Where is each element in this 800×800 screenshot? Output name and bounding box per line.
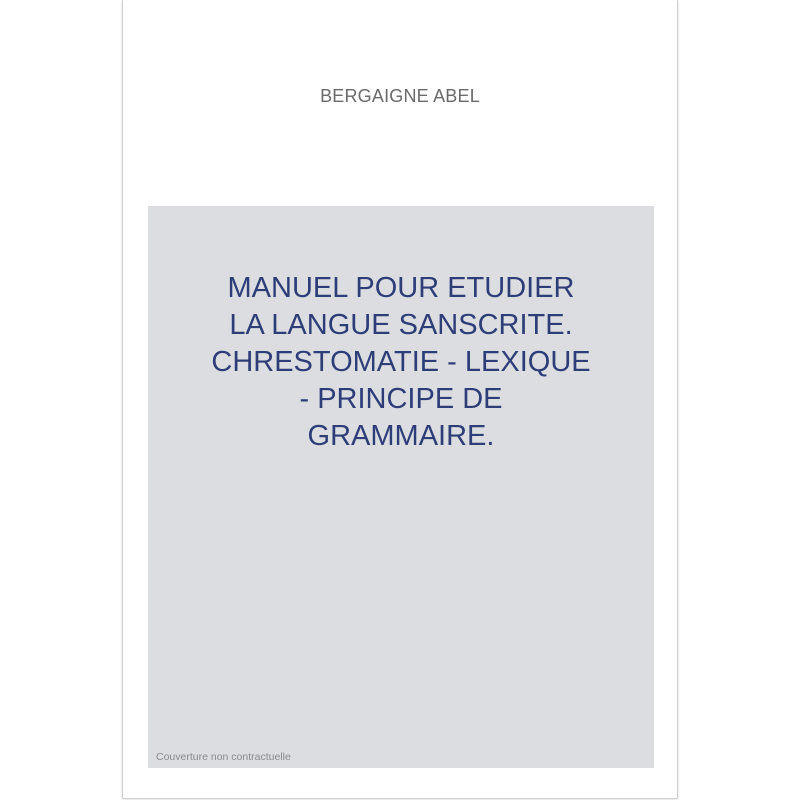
book-author: BERGAIGNE ABEL [320,86,480,106]
title-panel [148,206,654,768]
book-cover [122,0,678,799]
book-title: MANUEL POUR ETUDIER LA LANGUE SANSCRITE. CHRESTOMATIE - LEXIQUE - PRINCIPE DE GRAMMAIRE. [211,272,591,452]
cover-disclaimer: Couverture non contractuelle [156,751,291,763]
